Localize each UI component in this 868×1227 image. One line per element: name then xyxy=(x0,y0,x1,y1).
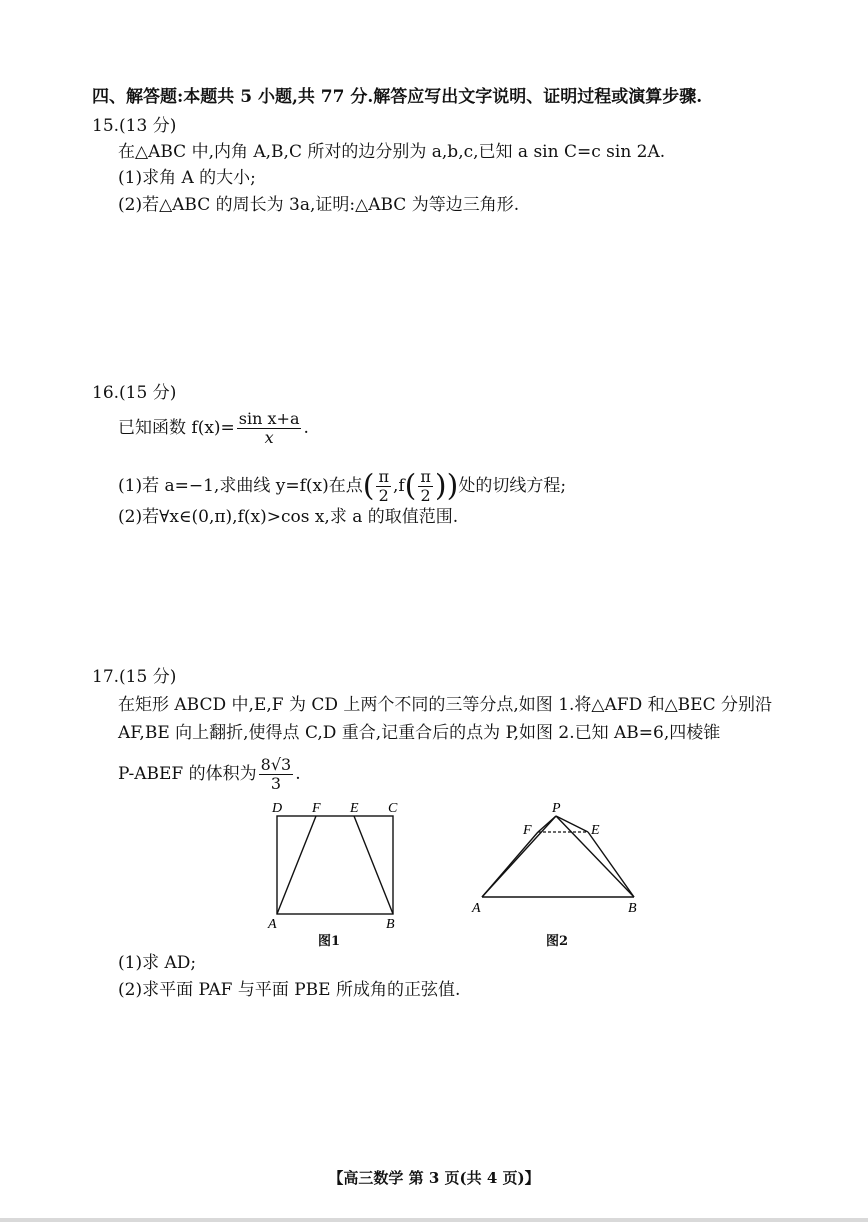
two-denominator-b: 2 xyxy=(420,486,431,505)
q17-stem-line3 xyxy=(118,756,301,793)
q16-part1-comma: ,f xyxy=(392,476,405,496)
label-f: F xyxy=(523,823,532,838)
q16-part1 xyxy=(118,468,566,505)
q16-number: 16.(15 分) xyxy=(92,383,177,403)
label-b: B xyxy=(628,901,637,916)
label-e: E xyxy=(591,823,600,838)
q15-stem: 在△ABC 中,内角 A,B,C 所对的边分别为 a,b,c,已知 a sin C=c sin 2A. xyxy=(118,142,666,162)
q16-fraction-denominator: x xyxy=(264,428,274,447)
q16-part1-prefix: (1)若 a=−1,求曲线 y=f(x)在点 xyxy=(118,476,363,496)
figure-1-rectangle xyxy=(262,798,412,930)
q16-part1-suffix: 处的切线方程; xyxy=(458,476,567,496)
volume-denominator: 3 xyxy=(270,774,282,793)
pi-numerator-b: π xyxy=(420,467,431,486)
q16-stem-suffix: . xyxy=(303,418,309,438)
pi-over-2-b xyxy=(418,468,433,505)
segment-pa xyxy=(482,816,556,897)
label-a: A xyxy=(472,901,481,916)
q17-stem-line3-prefix: P-ABEF 的体积为 xyxy=(118,764,257,784)
q17-part1: (1)求 AD; xyxy=(118,953,197,973)
q15-number: 15.(13 分) xyxy=(92,116,177,136)
figure-2-caption: 图2 xyxy=(546,934,569,949)
q16-stem-prefix: 已知函数 f(x)= xyxy=(118,418,235,438)
q17-stem-line1: 在矩形 ABCD 中,E,F 为 CD 上两个不同的三等分点,如图 1.将△AFD 和△BEC 分别沿 xyxy=(118,695,772,715)
segment-pe xyxy=(556,816,588,832)
bottom-rule xyxy=(0,1218,868,1222)
label-d: D xyxy=(272,801,283,816)
rect-abcd xyxy=(277,816,393,914)
pi-over-2-a xyxy=(376,468,391,505)
q15-part1: (1)求角 A 的大小; xyxy=(118,168,256,188)
q17-stem-line3-suffix: . xyxy=(295,764,301,784)
q17-number: 17.(15 分) xyxy=(92,667,177,687)
q15-part2: (2)若△ABC 的周长为 3a,证明:△ABC 为等边三角形. xyxy=(118,195,520,215)
q16-part2: (2)若∀x∈(0,π),f(x)>cos x,求 a 的取值范围. xyxy=(118,507,459,527)
segment-be xyxy=(588,832,634,897)
label-e: E xyxy=(350,801,359,816)
section-heading: 四、解答题:本题共 5 小题,共 77 分.解答应写出文字说明、证明过程或演算步骤. xyxy=(92,87,703,107)
label-b: B xyxy=(386,917,395,930)
two-denominator: 2 xyxy=(378,486,389,505)
segment-be xyxy=(354,816,393,914)
page-footer: 【高三数学 第 3 页(共 4 页)】 xyxy=(328,1169,540,1187)
figure-2-pyramid xyxy=(468,798,648,918)
paren-open-inner: ( xyxy=(404,468,417,504)
q17-part2: (2)求平面 PAF 与平面 PBE 所成角的正弦值. xyxy=(118,980,461,1000)
label-p: P xyxy=(552,801,561,816)
q16-fraction xyxy=(237,410,302,447)
figure-1-caption: 图1 xyxy=(318,934,341,949)
label-a: A xyxy=(268,917,277,930)
label-f: F xyxy=(312,801,321,816)
q16-stem xyxy=(118,410,309,447)
pi-numerator: π xyxy=(378,467,389,486)
volume-numerator: 8√3 xyxy=(260,755,292,774)
paren-close-inner: ) xyxy=(434,468,447,504)
segment-af xyxy=(277,816,316,914)
segment-pf xyxy=(538,816,556,832)
q16-fraction-numerator: sin x+a xyxy=(238,409,300,428)
volume-fraction xyxy=(259,756,294,793)
label-c: C xyxy=(388,801,398,816)
paren-close: ) xyxy=(446,468,459,504)
q17-stem-line2: AF,BE 向上翻折,使得点 C,D 重合,记重合后的点为 P,如图 2.已知 AB=6,四棱锥 xyxy=(118,723,721,743)
paren-open: ( xyxy=(362,468,375,504)
